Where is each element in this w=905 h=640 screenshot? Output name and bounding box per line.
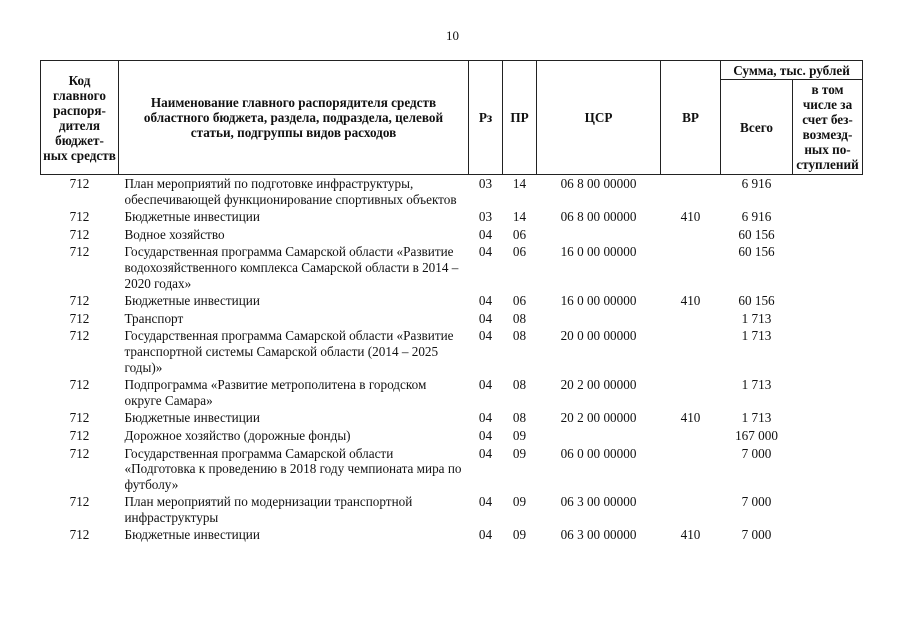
cell-csr [537,226,661,244]
cell-name: Дорожное хозяйство (дорожные фонды) [124,427,351,443]
cell-csr: 06 3 00 00000 [560,494,637,510]
cell-vr: 410 [680,410,701,426]
cell-code: 712 [69,494,90,510]
cell-name: Государственная программа Самарской области «Развитие транспортной системы Самарской области (2014 – 2025 годы)» [124,328,454,375]
cell-total: 1 713 [741,328,772,344]
cell-vr [661,427,721,445]
table-row [41,243,863,292]
table-row [41,376,863,409]
cell-name: Бюджетные инвестиции [124,527,260,543]
cell-grants [793,327,863,376]
cell-vr [661,327,721,376]
cell-grants [793,493,863,526]
cell-total: 1 713 [741,410,772,426]
cell-csr [537,310,661,328]
table-body [41,175,863,545]
page-number: 10 [446,28,459,43]
cell-pr: 06 [512,244,527,260]
cell-csr: 16 0 00 00000 [560,293,637,309]
cell-csr [537,427,661,445]
cell-name: Бюджетные инвестиции [124,209,260,225]
cell-pr: 06 [512,226,527,242]
table-row [41,427,863,445]
cell-rz: 03 [478,209,493,225]
cell-csr: 06 0 00 00000 [560,445,637,461]
table-row [41,292,863,310]
cell-pr: 09 [512,445,527,461]
cell-grants [793,376,863,409]
cell-csr: 06 3 00 00000 [560,527,637,543]
cell-grants [793,175,863,209]
cell-csr: 06 8 00 00000 [560,176,637,191]
cell-csr: 16 0 00 00000 [560,244,637,260]
cell-code: 712 [69,226,90,242]
cell-grants [793,226,863,244]
cell-code: 712 [69,328,90,344]
cell-grants [793,243,863,292]
cell-pr: 09 [512,427,527,443]
table-row [41,409,863,427]
cell-csr: 20 2 00 00000 [560,410,637,426]
cell-pr: 08 [512,310,527,326]
cell-name: План мероприятий по модернизации транспортной инфраструктуры [124,494,413,525]
header-csr: ЦСР [537,61,661,175]
header-sum: Сумма, тыс. рублей [721,61,863,80]
cell-vr [661,243,721,292]
cell-rz: 04 [478,377,493,393]
cell-csr: 20 0 00 00000 [560,328,637,344]
cell-code: 712 [69,310,90,326]
cell-total: 167 000 [735,427,778,443]
cell-grants [793,526,863,544]
cell-vr [661,175,721,209]
cell-grants [793,427,863,445]
cell-rz: 04 [478,328,493,344]
cell-vr [661,310,721,328]
cell-total: 6 916 [741,209,772,225]
cell-grants [793,310,863,328]
table-row [41,445,863,494]
cell-total: 1 713 [741,377,772,393]
table-row [41,208,863,226]
cell-code: 712 [69,209,90,225]
cell-rz: 04 [478,293,493,309]
cell-rz: 04 [478,427,493,443]
cell-vr [661,376,721,409]
cell-code: 712 [69,410,90,426]
header-code: Код главного распоря-дителя бюджет-ных средств [41,61,119,175]
cell-code: 712 [69,377,90,393]
cell-rz: 04 [478,310,493,326]
cell-name: Транспорт [124,310,184,326]
cell-code: 712 [69,176,90,191]
cell-rz: 04 [478,410,493,426]
table-row [41,310,863,328]
cell-grants [793,292,863,310]
cell-total: 60 156 [738,226,775,242]
cell-code: 712 [69,293,90,309]
cell-vr: 410 [680,293,701,309]
cell-vr [661,226,721,244]
cell-code: 712 [69,527,90,543]
cell-name: Бюджетные инвестиции [124,410,260,426]
table-row [41,226,863,244]
table-row [41,526,863,544]
cell-code: 712 [69,244,90,260]
cell-pr: 08 [512,328,527,344]
cell-csr: 06 8 00 00000 [560,209,637,225]
cell-code: 712 [69,427,90,443]
cell-pr: 06 [512,293,527,309]
header-total: Всего [721,80,793,175]
cell-name: Водное хозяйство [124,226,225,242]
cell-total: 7 000 [741,494,772,510]
budget-table [40,60,863,544]
table-row [41,327,863,376]
cell-vr: 410 [680,209,701,225]
cell-grants [793,208,863,226]
table-header [41,61,863,175]
cell-rz: 04 [478,445,493,461]
header-rz: Рз [469,61,503,175]
cell-name: Государственная программа Самарской области «Развитие водохозяйственного комплекса Самарской области в 2014 – 2020 годах» [124,244,459,291]
cell-name: Бюджетные инвестиции [124,293,260,309]
table-row [41,175,863,209]
table-row [41,493,863,526]
cell-rz: 04 [478,494,493,510]
cell-total: 6 916 [741,176,772,191]
cell-pr: 09 [512,527,527,543]
cell-vr [661,493,721,526]
cell-total: 1 713 [741,310,772,326]
cell-name: План мероприятий по подготовке инфраструктуры, обеспечивающей функционирование спортивных объектов [124,176,457,207]
cell-total: 7 000 [741,445,772,461]
cell-pr: 09 [512,494,527,510]
cell-vr: 410 [680,527,701,543]
cell-pr: 14 [512,209,527,225]
cell-grants [793,409,863,427]
cell-total: 60 156 [738,244,775,260]
cell-total: 60 156 [738,293,775,309]
cell-total: 7 000 [741,527,772,543]
cell-code: 712 [69,445,90,461]
cell-pr: 08 [512,377,527,393]
cell-pr: 08 [512,410,527,426]
cell-csr: 20 2 00 00000 [560,377,637,393]
cell-rz: 04 [478,226,493,242]
cell-rz: 03 [478,176,493,191]
cell-rz: 04 [478,527,493,543]
cell-rz: 04 [478,244,493,260]
cell-pr: 14 [512,176,527,191]
cell-name: Государственная программа Самарской области «Подготовка к проведению в 2018 году чемпионата мира по футболу» [124,445,462,492]
header-pr: ПР [503,61,537,175]
cell-name: Подпрограмма «Развитие метрополитена в городском округе Самара» [124,377,427,408]
cell-vr [661,445,721,494]
header-name: Наименование главного распорядителя средств областного бюджета, раздела, подраздела, целевой статьи, подгруппы видов расходов [119,61,469,175]
header-grants: в том числе за счет без-возмезд-ных по-ступлений [793,80,863,175]
cell-grants [793,445,863,494]
header-vr: ВР [661,61,721,175]
